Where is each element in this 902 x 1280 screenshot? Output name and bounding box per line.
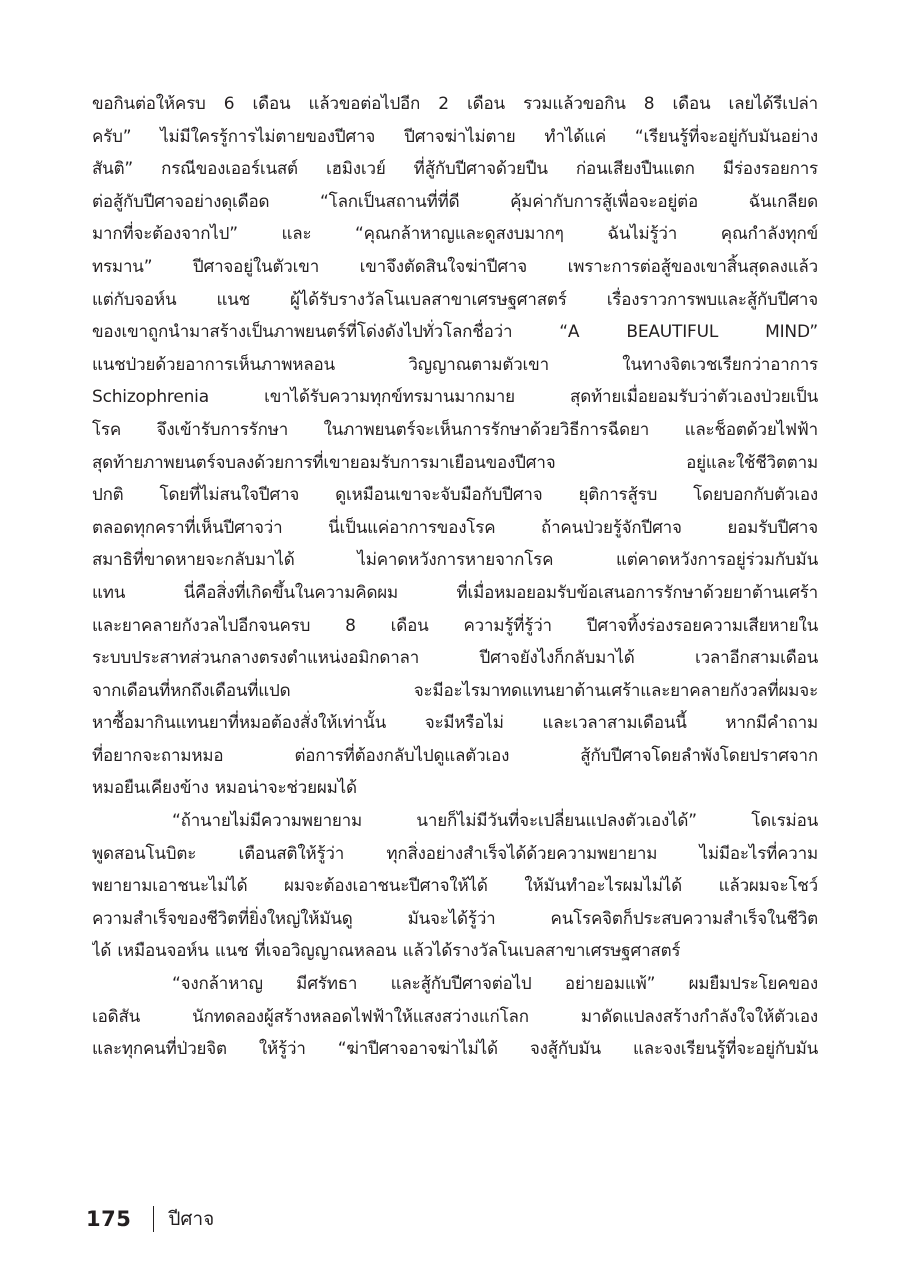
text-line: ระบบประสาทส่วนกลางตรงตำแหน่งอมิกดาลา ปีศาจยังไงก็กลับมาได้ เวลาอีกสามเดือน bbox=[92, 648, 818, 669]
text-line: ความสำเร็จของชีวิตที่ยิ่งใหญ่ให้มันดู มันจะได้รู้ว่า คนโรคจิตก็ประสบความสำเร็จในชีวิต bbox=[92, 908, 818, 929]
text-line: ของเขาถูกนำมาสร้างเป็นภาพยนตร์ที่โด่งดังไปทั่วโลกชื่อว่า “A BEAUTIFUL MIND” bbox=[92, 322, 818, 343]
text-line: แทน นี่คือสิ่งที่เกิดขึ้นในความคิดผม ที่เมื่อหมอยอมรับข้อเสนอการรักษาด้วยยาต้านเศร้า bbox=[92, 582, 818, 603]
running-title: ปีศาจ bbox=[168, 1208, 215, 1230]
text-line: ขอกินต่อให้ครบ 6 เดือน แล้วขอต่อไปอีก 2 เดือน รวมแล้วขอกิน 8 เดือน เลยได้รีเปล่า bbox=[92, 94, 818, 114]
text-line: “ถ้านายไม่มีความพยายาม นายก็ไม่มีวันที่จะเปลี่ยนแปลงตัวเองได้” โดเรม่อน bbox=[172, 811, 818, 832]
text-line: จากเดือนที่หกถึงเดือนที่แปด จะมีอะไรมาทดแทนยาต้านเศร้าและยาคลายกังวลที่ผมจะ bbox=[92, 680, 818, 701]
text-line: โรค จึงเข้ารับการรักษา ในภาพยนตร์จะเห็นการรักษาด้วยวิธีการฉีดยา และช็อตด้วยไฟฟ้า bbox=[92, 419, 818, 440]
text-line: พยายามเอาชนะไม่ได้ ผมจะต้องเอาชนะปีศาจให้ได้ ให้มันทำอะไรผมไม่ได้ แล้วผมจะโชว์ bbox=[92, 876, 818, 897]
text-line: ตลอดทุกคราที่เห็นปีศาจว่า นี่เป็นแค่อาการของโรค ถ้าคนป่วยรู้จักปีศาจ ยอมรับปีศาจ bbox=[92, 517, 818, 538]
text-line: หมอยืนเคียงข้าง หมอน่าจะช่วยผมได้ bbox=[92, 778, 357, 799]
text-line: ทรมาน” ปีศาจอยู่ในตัวเขา เขาจึงตัดสินใจฆ่าปีศาจ เพราะการต่อสู้ของเขาสิ้นสุดลงแล้ว bbox=[92, 256, 818, 277]
page-footer bbox=[86, 1204, 214, 1234]
text-line: Schizophrenia เขาได้รับความทุกข์ทรมานมากมาย สุดท้ายเมื่อยอมรับว่าตัวเองป่วยเป็น bbox=[92, 387, 818, 408]
text-line: ปกติ โดยที่ไม่สนใจปีศาจ ดูเหมือนเขาจะจับมือกับปีศาจ ยุติการสู้รบ โดยบอกกับตัวเอง bbox=[92, 485, 818, 506]
text-line: มากที่จะต้องจากไป” และ “คุณกล้าหาญและดูสงบมากๆ ฉันไม่รู้ว่า คุณกำลังทุกข์ bbox=[92, 224, 818, 245]
text-line: และทุกคนที่ป่วยจิต ให้รู้ว่า “ฆ่าปีศาจอาจฆ่าไม่ได้ จงสู้กับมัน และจงเรียนรู้ที่จะอยู่กับมัน bbox=[92, 1039, 818, 1060]
text-line: แนชป่วยด้วยอาการเห็นภาพหลอน วิญญาณตามตัวเขา ในทางจิตเวชเรียกว่าอาการ bbox=[92, 354, 818, 375]
footer-divider bbox=[153, 1206, 154, 1232]
text-line: “จงกล้าหาญ มีศรัทธา และสู้กับปีศาจต่อไป อย่ายอมแพ้” ผมยืมประโยคของ bbox=[172, 974, 818, 995]
text-line: ต่อสู้กับปีศาจอย่างดุเดือด “โลกเป็นสถานที่ที่ดี คุ้มค่ากับการสู้เพื่อจะอยู่ต่อ ฉันเกลียด bbox=[92, 191, 818, 212]
body-paragraph bbox=[92, 805, 818, 968]
page-body bbox=[92, 88, 818, 1066]
text-line: สมาธิที่ขาดหายจะกลับมาได้ ไม่คาดหวังการหายจากโรค แต่คาดหวังการอยู่ร่วมกับมัน bbox=[92, 550, 818, 571]
body-paragraph bbox=[92, 968, 818, 1066]
text-line: และยาคลายกังวลไปอีกจนครบ 8 เดือน ความรู้ที่รู้ว่า ปีศาจทิ้งร่องรอยความเสียหายใน bbox=[92, 615, 818, 636]
text-line: ได้ เหมือนจอห์น แนช ที่เจอวิญญาณหลอน แล้วได้รางวัลโนเบลสาขาเศรษฐศาสตร์ bbox=[92, 941, 681, 962]
text-line: สันติ” กรณีของเออร์เนสต์ เฮมิงเวย์ ที่สู้กับปีศาจด้วยปืน ก่อนเสียงปืนแตก มีร่องรอยการ bbox=[92, 159, 818, 180]
text-line: แต่กับจอห์น แนช ผู้ได้รับรางวัลโนเบลสาขาเศรษฐศาสตร์ เรื่องราวการพบและสู้กับปีศาจ bbox=[92, 289, 818, 310]
text-line: หาซื้อมากินแทนยาที่หมอต้องสั่งให้เท่านั้น จะมีหรือไม่ และเวลาสามเดือนนี้ หากมีคำถาม bbox=[92, 713, 818, 734]
text-line: พูดสอนโนบิตะ เตือนสติให้รู้ว่า ทุกสิ่งอย่างสำเร็จได้ด้วยความพยายาม ไม่มีอะไรที่ความ bbox=[92, 843, 818, 864]
text-line: ที่อยากจะถามหมอ ต่อการที่ต้องกลับไปดูแลตัวเอง สู้กับปีศาจโดยลำพังโดยปราศจาก bbox=[92, 745, 818, 766]
text-line: ครับ” ไม่มีใครรู้การไม่ตายของปีศาจ ปีศาจฆ่าไม่ตาย ทำได้แค่ “เรียนรู้ที่จะอยู่กับมันอย่าง bbox=[92, 126, 818, 147]
body-paragraph bbox=[92, 88, 818, 805]
text-line: เอดิสัน นักทดลองผู้สร้างหลอดไฟฟ้าให้แสงสว่างแก่โลก มาดัดแปลงสร้างกำลังใจให้ตัวเอง bbox=[92, 1006, 818, 1027]
text-line: สุดท้ายภาพยนตร์จบลงด้วยการที่เขายอมรับการมาเยือนของปีศาจ อยู่และใช้ชีวิตตาม bbox=[92, 452, 818, 473]
page-number: 175 bbox=[86, 1207, 132, 1231]
